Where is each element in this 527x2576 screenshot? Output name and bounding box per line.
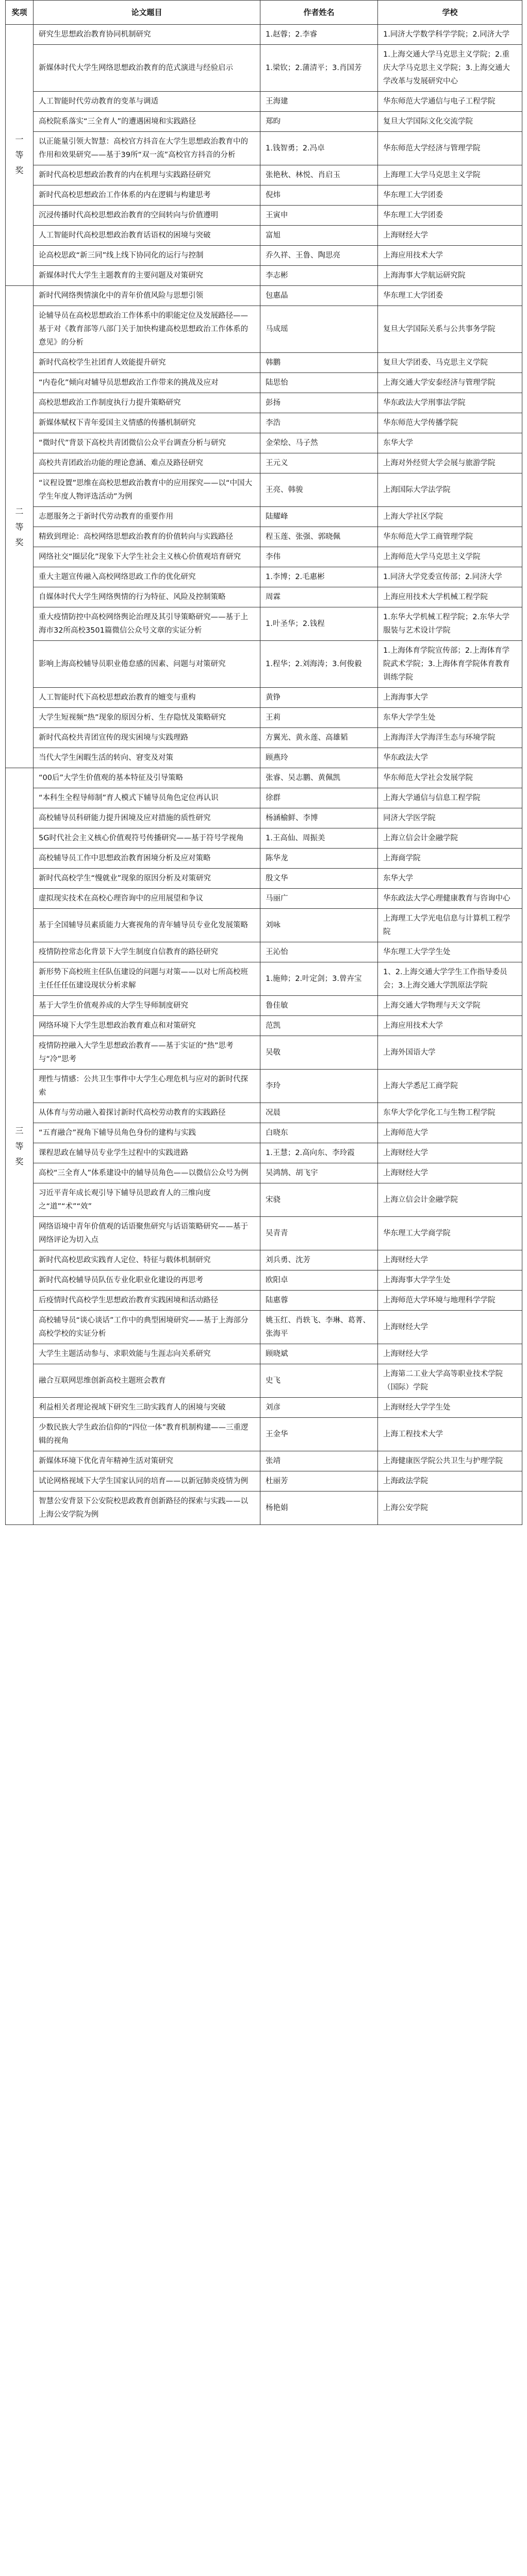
table-row bbox=[6, 1070, 522, 1103]
school-cell: 上海财经大学学生处 bbox=[378, 1398, 522, 1418]
school-cell: 上海师范大学环境与地理科学学院 bbox=[378, 1291, 522, 1311]
table-row bbox=[6, 1451, 522, 1471]
school-cell: 华东政法大学刑事法学院 bbox=[378, 393, 522, 413]
school-cell: 1.上海体育学院宣传部；2.上海体育学院武术学院；3.上海体育学院体育教育训练学院 bbox=[378, 641, 522, 688]
school-cell: 1.同济大学党委宣传部；2.同济大学 bbox=[378, 567, 522, 587]
author-names-cell: 刘彦 bbox=[260, 1398, 378, 1418]
paper-title-cell: 新时代高校辅导员队伍专业化职业化建设的再思考 bbox=[34, 1270, 260, 1291]
author-names-cell: 1.王慧；2.高向东、李玲霞 bbox=[260, 1143, 378, 1163]
author-names-cell: 张靖 bbox=[260, 1451, 378, 1471]
table-row bbox=[6, 1103, 522, 1123]
table-row bbox=[6, 808, 522, 828]
author-names-cell: 顾燕玲 bbox=[260, 748, 378, 768]
school-cell: 上海政法学院 bbox=[378, 1471, 522, 1492]
table-row bbox=[6, 353, 522, 373]
header-award: 奖项 bbox=[6, 1, 34, 25]
paper-title-cell: 精致到理论：高校网络思想政治教育的价值转向与实践路径 bbox=[34, 527, 260, 547]
paper-title-cell: 高校思想政治工作制度执行力提升策略研究 bbox=[34, 393, 260, 413]
table-row bbox=[6, 286, 522, 306]
school-cell: 1.东华大学机械工程学院；2.东华大学服装与艺术设计学院 bbox=[378, 607, 522, 641]
school-cell: 上海海事大学航运研究院 bbox=[378, 266, 522, 286]
author-names-cell: 杨艳娟 bbox=[260, 1492, 378, 1525]
paper-title-cell: 课程思政在辅导员专业学生过程中的实践进路 bbox=[34, 1143, 260, 1163]
author-names-cell: 张睿、吴志鹏、黄佩凯 bbox=[260, 768, 378, 788]
paper-title-cell: 后疫情时代高校学生思想政治教育实践困境和活动路径 bbox=[34, 1291, 260, 1311]
school-cell: 华东师范大学经济与管理学院 bbox=[378, 132, 522, 165]
paper-title-cell: 人工智能时代高校思想政治教育话语权的困境与突破 bbox=[34, 226, 260, 246]
table-row bbox=[6, 768, 522, 788]
school-cell: 华东理工大学商学院 bbox=[378, 1217, 522, 1250]
author-names-cell: 乔久祥、王鲁、陶思亮 bbox=[260, 246, 378, 266]
award-level-label: 三等奖 bbox=[15, 1126, 24, 1166]
paper-title-cell: 习近平青年成长观引导下辅导员思政育人的三维向度之“道”“术”“效” bbox=[34, 1183, 260, 1217]
paper-title-cell: 新媒体时代大学生主题教育的主要问题及对策研究 bbox=[34, 266, 260, 286]
table-row bbox=[6, 1364, 522, 1398]
table-row bbox=[6, 1016, 522, 1036]
author-names-cell: 王元义 bbox=[260, 453, 378, 473]
author-names-cell: 马丽广 bbox=[260, 889, 378, 909]
school-cell: 上海立信会计金融学院 bbox=[378, 828, 522, 849]
award-level-cell bbox=[6, 286, 34, 768]
table-row bbox=[6, 1036, 522, 1070]
school-cell: 上海理工大学马克思主义学院 bbox=[378, 165, 522, 185]
table-row bbox=[6, 206, 522, 226]
author-names-cell: 王沁怡 bbox=[260, 942, 378, 962]
paper-title-cell: 疫情防控融入大学生思想政治教育——基于实证的“热”思考与“冷”思考 bbox=[34, 1036, 260, 1070]
paper-title-cell: 当代大学生闲暇生活的转向、窘变及对策 bbox=[34, 748, 260, 768]
table-row bbox=[6, 393, 522, 413]
table-row bbox=[6, 607, 522, 641]
table-row bbox=[6, 1344, 522, 1364]
paper-title-cell: 利益相关者理论视域下研究生三助实践育人的困境与突破 bbox=[34, 1398, 260, 1418]
table-row bbox=[6, 25, 522, 45]
table-row bbox=[6, 828, 522, 849]
paper-title-cell: 新时代高校思想政治教育的内在机理与实践路径研究 bbox=[34, 165, 260, 185]
school-cell: 上海公安学院 bbox=[378, 1492, 522, 1525]
paper-title-cell: 新时代网络舆情演化中的青年价值风险与思想引领 bbox=[34, 286, 260, 306]
table-row bbox=[6, 1492, 522, 1525]
author-names-cell: 张艳秋、林悦、肖启玉 bbox=[260, 165, 378, 185]
school-cell: 上海大学社区学院 bbox=[378, 507, 522, 527]
table-row bbox=[6, 185, 522, 206]
school-cell: 上海财经大学 bbox=[378, 1250, 522, 1270]
school-cell: 华东师范大学社会发展学院 bbox=[378, 768, 522, 788]
header-authors: 作者姓名 bbox=[260, 1, 378, 25]
paper-title-cell: 研究生思想政治教育协同机制研究 bbox=[34, 25, 260, 45]
paper-title-cell: 论高校思政“新三同”线上线下协同化的运行与控制 bbox=[34, 246, 260, 266]
paper-title-cell: 自媒体时代大学生网络舆情的行为特征、风险及控制策略 bbox=[34, 587, 260, 607]
paper-title-cell: “五育融合”视角下辅导员角色身份的建构与实践 bbox=[34, 1123, 260, 1143]
school-cell: 上海健康医学院公共卫生与护理学院 bbox=[378, 1451, 522, 1471]
school-cell: 上海大学悉尼工商学院 bbox=[378, 1070, 522, 1103]
table-row bbox=[6, 1398, 522, 1418]
author-names-cell: 王金华 bbox=[260, 1418, 378, 1451]
table-row bbox=[6, 473, 522, 507]
author-names-cell: 李浩 bbox=[260, 413, 378, 433]
author-names-cell: 刘咏 bbox=[260, 909, 378, 942]
table-row bbox=[6, 266, 522, 286]
award-level-cell bbox=[6, 25, 34, 286]
table-row bbox=[6, 889, 522, 909]
table-row bbox=[6, 688, 522, 708]
paper-title-cell: 智慧公安背景下公安院校思政教育创新路径的探索与实践——以上海公安学院为例 bbox=[34, 1492, 260, 1525]
author-names-cell: 宋骁 bbox=[260, 1183, 378, 1217]
author-names-cell: 范凯 bbox=[260, 1016, 378, 1036]
table-row bbox=[6, 708, 522, 728]
table-row bbox=[6, 1291, 522, 1311]
table-row bbox=[6, 92, 522, 112]
author-names-cell: 1.叶圣华；2.钱程 bbox=[260, 607, 378, 641]
school-cell: 上海外国语大学 bbox=[378, 1036, 522, 1070]
author-names-cell: 郑昀 bbox=[260, 112, 378, 132]
paper-title-cell: 少数民族大学生政治信仰的“四位一体”教育机制构建——三重逻辑的视角 bbox=[34, 1418, 260, 1451]
author-names-cell: 徐群 bbox=[260, 788, 378, 808]
author-names-cell: 吴青青 bbox=[260, 1217, 378, 1250]
school-cell: 上海交通大学物理与天文学院 bbox=[378, 996, 522, 1016]
paper-title-cell: 新媒体赋权下青年爱国主义情感的传播机制研究 bbox=[34, 413, 260, 433]
paper-title-cell: 论辅导员在高校思想政治工作体系中的职能定位及发展路径——基于对《教育部等八部门关于加快构建高校思想政治工作体系的意见》的分析 bbox=[34, 306, 260, 353]
table-row bbox=[6, 1311, 522, 1344]
school-cell: 上海应用技术大学机械工程学院 bbox=[378, 587, 522, 607]
table-row bbox=[6, 1471, 522, 1492]
table-row bbox=[6, 413, 522, 433]
paper-title-cell: 理性与情感：公共卫生事件中大学生心理危机与应对的新时代探索 bbox=[34, 1070, 260, 1103]
author-names-cell: 1.钱智勇；2.冯卓 bbox=[260, 132, 378, 165]
school-cell: 华东师范大学通信与电子工程学院 bbox=[378, 92, 522, 112]
paper-title-cell: 网络社交“圈层化”现象下大学生社会主义核心价值观培育研究 bbox=[34, 547, 260, 567]
author-names-cell: 1.李博；2.毛惠彬 bbox=[260, 567, 378, 587]
school-cell: 华东理工大学学生处 bbox=[378, 942, 522, 962]
author-names-cell: 包惠晶 bbox=[260, 286, 378, 306]
school-cell: 复旦大学国际文化交流学院 bbox=[378, 112, 522, 132]
school-cell: 上海第二工业大学高等职业技术学院（国际）学院 bbox=[378, 1364, 522, 1398]
header-title: 论文题目 bbox=[34, 1, 260, 25]
author-names-cell: 李志彬 bbox=[260, 266, 378, 286]
paper-title-cell: 新时代高校思政实践育人定位、特征与载体机制研究 bbox=[34, 1250, 260, 1270]
paper-title-cell: 人工智能时代劳动教育的变革与调适 bbox=[34, 92, 260, 112]
author-names-cell: 陆思怡 bbox=[260, 373, 378, 393]
school-cell: 东华大学 bbox=[378, 869, 522, 889]
award-level-cell bbox=[6, 768, 34, 1525]
table-row bbox=[6, 641, 522, 688]
school-cell: 复旦大学团委、马克思主义学院 bbox=[378, 353, 522, 373]
paper-title-cell: 5G时代社会主义核心价值观符号传播研究——基于符号学视角 bbox=[34, 828, 260, 849]
paper-title-cell: 基于全国辅导员素质能力大赛视角的青年辅导员专业化发展策略 bbox=[34, 909, 260, 942]
author-names-cell: 王莉 bbox=[260, 708, 378, 728]
table-row bbox=[6, 527, 522, 547]
school-cell: 上海大学通信与信息工程学院 bbox=[378, 788, 522, 808]
paper-title-cell: 试论网格视域下大学生国家认同的培育——以新冠肺炎疫情为例 bbox=[34, 1471, 260, 1492]
table-row bbox=[6, 869, 522, 889]
paper-title-cell: 新媒体时代大学生网络思想政治教育的范式演进与经验启示 bbox=[34, 45, 260, 92]
author-names-cell: 王亮、韩骏 bbox=[260, 473, 378, 507]
author-names-cell: 程玉莲、张强、郭晓佩 bbox=[260, 527, 378, 547]
author-names-cell: 富旭 bbox=[260, 226, 378, 246]
table-row bbox=[6, 507, 522, 527]
school-cell: 上海交通大学安泰经济与管理学院 bbox=[378, 373, 522, 393]
table-row bbox=[6, 788, 522, 808]
table-row bbox=[6, 587, 522, 607]
school-cell: 上海应用技术大学 bbox=[378, 1016, 522, 1036]
paper-title-cell: “议程设置”思维在高校思想政治教育中的应用探究——以“中国大学生年度人物评选活动”为例 bbox=[34, 473, 260, 507]
paper-title-cell: 新媒体环境下优化青年精神生活对策研究 bbox=[34, 1451, 260, 1471]
school-cell: 上海师范大学 bbox=[378, 1123, 522, 1143]
table-row bbox=[6, 1418, 522, 1451]
paper-title-cell: “本科生全程导师制”育人模式下辅导员角色定位再认识 bbox=[34, 788, 260, 808]
table-row bbox=[6, 728, 522, 748]
author-names-cell: 周霖 bbox=[260, 587, 378, 607]
table-row bbox=[6, 1163, 522, 1183]
author-names-cell: 1.梁钦；2.蒲清平；3.肖国芳 bbox=[260, 45, 378, 92]
paper-title-cell: 新时代高校共青团宣传的现实困境与实践理路 bbox=[34, 728, 260, 748]
paper-title-cell: 新时代高校思想政治工作体系的内在逻辑与构建思考 bbox=[34, 185, 260, 206]
school-cell: 上海海事大学 bbox=[378, 688, 522, 708]
table-row bbox=[6, 1123, 522, 1143]
paper-title-cell: 高校共青团政治功能的理论意涵、难点及路径研究 bbox=[34, 453, 260, 473]
table-row bbox=[6, 112, 522, 132]
author-names-cell: 杨涵榆鲜、李博 bbox=[260, 808, 378, 828]
school-cell: 1、2.上海交通大学学生工作指导委员会；3.上海交通大学凯原法学院 bbox=[378, 962, 522, 996]
paper-title-cell: 融合互联网思维创新高校主题班会教育 bbox=[34, 1364, 260, 1398]
table-header-row bbox=[6, 1, 522, 25]
author-names-cell: 1.程华；2.刘海涛；3.何俊毅 bbox=[260, 641, 378, 688]
paper-title-cell: 沉浸传播时代高校思想政治教育的空间转向与价值遵明 bbox=[34, 206, 260, 226]
school-cell: 华东理工大学团委 bbox=[378, 185, 522, 206]
author-names-cell: 王寅申 bbox=[260, 206, 378, 226]
author-names-cell: 李伟 bbox=[260, 547, 378, 567]
table-row bbox=[6, 246, 522, 266]
paper-title-cell: “微时代”背景下高校共青团微信公众平台调查分析与研究 bbox=[34, 433, 260, 453]
awards-table bbox=[5, 0, 522, 1525]
table-row bbox=[6, 1143, 522, 1163]
school-cell: 华东政法大学心理健康教育与咨询中心 bbox=[378, 889, 522, 909]
table-row bbox=[6, 453, 522, 473]
table-row bbox=[6, 1217, 522, 1250]
school-cell: 东华大学 bbox=[378, 433, 522, 453]
author-names-cell: 1.赵蓉；2.李睿 bbox=[260, 25, 378, 45]
table-row bbox=[6, 567, 522, 587]
author-names-cell: 鲁佳敏 bbox=[260, 996, 378, 1016]
school-cell: 上海对外经贸大学会展与旅游学院 bbox=[378, 453, 522, 473]
table-row bbox=[6, 165, 522, 185]
school-cell: 上海财经大学 bbox=[378, 226, 522, 246]
author-names-cell: 史飞 bbox=[260, 1364, 378, 1398]
author-names-cell: 1.王高仙、周振美 bbox=[260, 828, 378, 849]
author-names-cell: 况晨 bbox=[260, 1103, 378, 1123]
paper-title-cell: 大学生短视频“热”现象的原因分析、生存隐忧及策略研究 bbox=[34, 708, 260, 728]
author-names-cell: 陆耀峰 bbox=[260, 507, 378, 527]
school-cell: 上海财经大学 bbox=[378, 1143, 522, 1163]
school-cell: 东华大学化学化工与生物工程学院 bbox=[378, 1103, 522, 1123]
table-row bbox=[6, 433, 522, 453]
author-names-cell: 吴鸿鹄、胡飞宇 bbox=[260, 1163, 378, 1183]
author-names-cell: 吴敬 bbox=[260, 1036, 378, 1070]
table-row bbox=[6, 962, 522, 996]
school-cell: 上海海洋大学海洋生态与环境学院 bbox=[378, 728, 522, 748]
school-cell: 上海师范大学马克思主义学院 bbox=[378, 547, 522, 567]
school-cell: 同济大学医学院 bbox=[378, 808, 522, 828]
school-cell: 华东理工大学团委 bbox=[378, 286, 522, 306]
award-level-label: 二等奖 bbox=[15, 506, 24, 547]
paper-title-cell: 虚拟现实技术在高校心理咨询中的应用展望和争议 bbox=[34, 889, 260, 909]
table-row bbox=[6, 132, 522, 165]
paper-title-cell: 从体育与劳动融入着探讨新时代高校劳动教育的实践路径 bbox=[34, 1103, 260, 1123]
paper-title-cell: 新形势下高校班主任队伍建设的问题与对策——以对七所高校班主任任任伍建设现状分析求解 bbox=[34, 962, 260, 996]
table-row bbox=[6, 306, 522, 353]
school-cell: 上海财经大学 bbox=[378, 1163, 522, 1183]
school-cell: 上海国际大学法学院 bbox=[378, 473, 522, 507]
author-names-cell: 陈华龙 bbox=[260, 849, 378, 869]
school-cell: 上海立信会计金融学院 bbox=[378, 1183, 522, 1217]
paper-title-cell: 高校“三全育人”体系建设中的辅导员角色——以微信公众号为例 bbox=[34, 1163, 260, 1183]
school-cell: 上海商学院 bbox=[378, 849, 522, 869]
school-cell: 华东理工大学团委 bbox=[378, 206, 522, 226]
author-names-cell: 顾晓斌 bbox=[260, 1344, 378, 1364]
author-names-cell: 倪炜 bbox=[260, 185, 378, 206]
author-names-cell: 刘兵勇、沈芳 bbox=[260, 1250, 378, 1270]
paper-title-cell: 基于大学生价值观养成的大学生导师制度研究 bbox=[34, 996, 260, 1016]
author-names-cell: 1.施帅；2.叶定剑；3.曾卉宝 bbox=[260, 962, 378, 996]
table-row bbox=[6, 547, 522, 567]
school-cell: 上海海事大学学生处 bbox=[378, 1270, 522, 1291]
school-cell: 1.上海交通大学马克思主义学院；2.重庆大学马克思主义学院；3.上海交通大学改革与发展研究中心 bbox=[378, 45, 522, 92]
school-cell: 上海财经大学 bbox=[378, 1344, 522, 1364]
school-cell: 上海应用技术大学 bbox=[378, 246, 522, 266]
paper-title-cell: 志愿服务之于新时代劳动教育的重要作用 bbox=[34, 507, 260, 527]
paper-title-cell: 以正能量引领大智慧：高校官方抖音在大学生思想政治教育中的作用和效果研究——基于39所“双一流”高校官方抖音的分析 bbox=[34, 132, 260, 165]
school-cell: 华东师范大学传播学院 bbox=[378, 413, 522, 433]
author-names-cell: 方翼光、黄永莲、高雄韬 bbox=[260, 728, 378, 748]
paper-title-cell: 高校辅导员工作中思想政治教育困境分析及应对策略 bbox=[34, 849, 260, 869]
table-row bbox=[6, 996, 522, 1016]
author-names-cell: 彭扬 bbox=[260, 393, 378, 413]
paper-title-cell: 网络语境中青年价值观的话语聚焦研究与话语策略研究——基于网络评论为切入点 bbox=[34, 1217, 260, 1250]
school-cell: 上海财经大学 bbox=[378, 1311, 522, 1344]
author-names-cell: 李玲 bbox=[260, 1070, 378, 1103]
table-row bbox=[6, 45, 522, 92]
school-cell: 东华大学学生处 bbox=[378, 708, 522, 728]
paper-title-cell: 高校辅导员“谈心谈话”工作中的典型困境研究——基于上海部分高校学校的实证分析 bbox=[34, 1311, 260, 1344]
paper-title-cell: “内卷化”倾向对辅导员思想政治工作带来的挑战及应对 bbox=[34, 373, 260, 393]
school-cell: 华东师范大学工商管理学院 bbox=[378, 527, 522, 547]
table-row bbox=[6, 909, 522, 942]
paper-title-cell: 疫情防控常态化背景下大学生制度自信教育的路径研究 bbox=[34, 942, 260, 962]
author-names-cell: 欧阳卓 bbox=[260, 1270, 378, 1291]
paper-title-cell: 新时代高校学生社团育人效能提升研究 bbox=[34, 353, 260, 373]
table-row bbox=[6, 748, 522, 768]
table-row bbox=[6, 373, 522, 393]
paper-title-cell: “00后”大学生价值观的基本特征及引导策略 bbox=[34, 768, 260, 788]
paper-title-cell: 新时代高校学生“慢就业”现象的原因分析及对策研究 bbox=[34, 869, 260, 889]
school-cell: 上海工程技术大学 bbox=[378, 1418, 522, 1451]
paper-title-cell: 网络环境下大学生思想政治教育难点和对策研究 bbox=[34, 1016, 260, 1036]
author-names-cell: 王海建 bbox=[260, 92, 378, 112]
table-row bbox=[6, 226, 522, 246]
paper-title-cell: 大学生主题活动参与、求职效能与生涯志向关系研究 bbox=[34, 1344, 260, 1364]
author-names-cell: 黄铮 bbox=[260, 688, 378, 708]
paper-title-cell: 重大主题宣传融入高校网络思政工作的优化研究 bbox=[34, 567, 260, 587]
table-row bbox=[6, 849, 522, 869]
school-cell: 复旦大学国际关系与公共事务学院 bbox=[378, 306, 522, 353]
author-names-cell: 陆惠蓉 bbox=[260, 1291, 378, 1311]
author-names-cell: 殷文华 bbox=[260, 869, 378, 889]
award-level-label: 一等奖 bbox=[15, 134, 24, 175]
table-row bbox=[6, 1183, 522, 1217]
author-names-cell: 韩鹏 bbox=[260, 353, 378, 373]
table-row bbox=[6, 1250, 522, 1270]
author-names-cell: 杜丽芳 bbox=[260, 1471, 378, 1492]
author-names-cell: 马成瑶 bbox=[260, 306, 378, 353]
paper-title-cell: 影响上海高校辅导员职业倦怠感的因素、问题与对策研究 bbox=[34, 641, 260, 688]
author-names-cell: 白晓东 bbox=[260, 1123, 378, 1143]
paper-title-cell: 人工智能时代下高校思想政治教育的嬗变与重构 bbox=[34, 688, 260, 708]
author-names-cell: 金荣绘、马子然 bbox=[260, 433, 378, 453]
paper-title-cell: 高校辅导员科研能力提升困境及应对措施的质性研究 bbox=[34, 808, 260, 828]
school-cell: 华东政法大学 bbox=[378, 748, 522, 768]
table-body bbox=[6, 25, 522, 1525]
school-cell: 上海理工大学光电信息与计算机工程学院 bbox=[378, 909, 522, 942]
table-row bbox=[6, 1270, 522, 1291]
paper-title-cell: 重大疫情防控中高校网络舆论治理及其引导策略研究——基于上海市32所高校3501篇微信公众号文章的实证分析 bbox=[34, 607, 260, 641]
author-names-cell: 姚玉红、肖轶飞、李琳、葛菁、张海平 bbox=[260, 1311, 378, 1344]
paper-title-cell: 高校院系落实“三全育人”的遭遇困境和实践路径 bbox=[34, 112, 260, 132]
table-row bbox=[6, 942, 522, 962]
school-cell: 1.同济大学数学科学学院；2.同济大学 bbox=[378, 25, 522, 45]
header-school: 学校 bbox=[378, 1, 522, 25]
